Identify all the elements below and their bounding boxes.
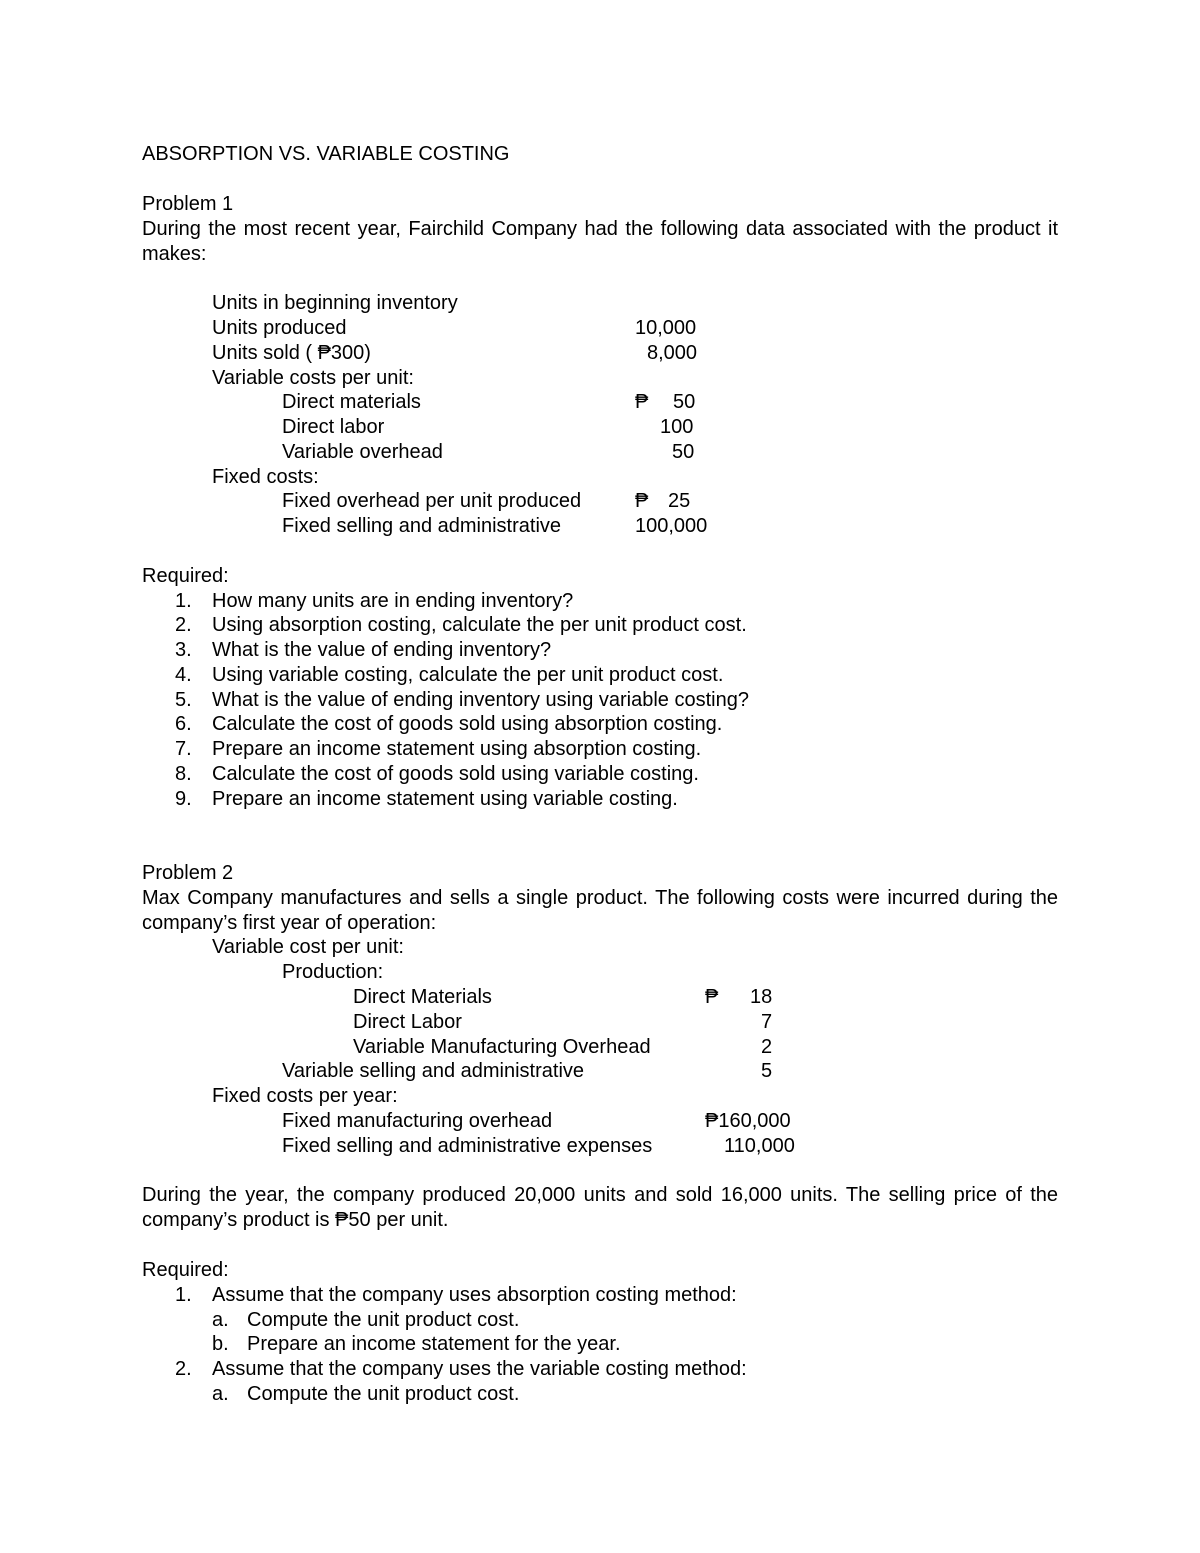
value-p2-variable-selling: 5 <box>761 1060 773 1082</box>
label-units-sold: Units sold ( ₱300) <box>212 342 371 364</box>
value-direct-labor: 100 <box>660 416 694 438</box>
value-p2-variable-mfg-overhead: 2 <box>761 1036 773 1058</box>
list-number: 2. <box>175 614 192 636</box>
list-item: How many units are in ending inventory? <box>212 590 574 612</box>
label-production: Production: <box>282 961 384 983</box>
list-letter: b. <box>212 1333 229 1355</box>
currency-p2-direct-materials: ₱ <box>705 986 719 1008</box>
value-p2-direct-labor: 7 <box>761 1011 773 1033</box>
list-number: 3. <box>175 639 192 661</box>
label-p2-fixed-costs: Fixed costs per year: <box>212 1085 398 1107</box>
currency-fixed-overhead: ₱ <box>635 490 649 512</box>
list-subitem: Compute the unit product cost. <box>247 1383 520 1405</box>
list-number: 8. <box>175 763 192 785</box>
value-direct-materials: 50 <box>673 391 696 413</box>
label-p2-fixed-mfg-overhead: Fixed manufacturing overhead <box>282 1110 553 1132</box>
problem-2-intro: Max Company manufactures and sells a single product. The following costs were incurred during the company’s first year of operation: <box>142 887 1058 934</box>
list-number: 9. <box>175 788 192 810</box>
list-item: Assume that the company uses absorption costing method: <box>212 1284 737 1306</box>
problem-1-intro: During the most recent year, Fairchild Company had the following data associated with the product it makes: <box>142 218 1058 265</box>
label-p2-direct-labor: Direct Labor <box>353 1011 462 1033</box>
label-fixed-selling: Fixed selling and administrative <box>282 515 562 537</box>
list-letter: a. <box>212 1383 229 1405</box>
value-fixed-overhead: 25 <box>668 490 691 512</box>
label-p2-variable-mfg-overhead: Variable Manufacturing Overhead <box>353 1036 651 1058</box>
label-p2-fixed-selling: Fixed selling and administrative expenses <box>282 1135 653 1157</box>
label-units-produced: Units produced <box>212 317 347 339</box>
value-fixed-selling: 100,000 <box>635 515 708 537</box>
list-subitem: Compute the unit product cost. <box>247 1309 520 1331</box>
list-item: Calculate the cost of goods sold using variable costing. <box>212 763 699 785</box>
label-units-beginning-inventory: Units in beginning inventory <box>212 292 458 314</box>
list-number: 5. <box>175 689 192 711</box>
label-p2-variable-selling: Variable selling and administrative <box>282 1060 585 1082</box>
list-number: 4. <box>175 664 192 686</box>
list-subitem: Prepare an income statement for the year. <box>247 1333 621 1355</box>
currency-direct-materials: ₱ <box>635 391 649 413</box>
list-item: Calculate the cost of goods sold using absorption costing. <box>212 713 723 735</box>
list-item: Prepare an income statement using absorption costing. <box>212 738 702 760</box>
label-direct-materials: Direct materials <box>282 391 421 413</box>
label-variable-costs-per-unit: Variable costs per unit: <box>212 367 414 389</box>
value-units-sold: 8,000 <box>647 342 698 364</box>
list-number: 1. <box>175 590 192 612</box>
problem-1-heading: Problem 1 <box>142 193 234 215</box>
list-number: 7. <box>175 738 192 760</box>
list-item: What is the value of ending inventory using variable costing? <box>212 689 749 711</box>
problem-2-heading: Problem 2 <box>142 862 234 884</box>
value-units-produced: 10,000 <box>635 317 697 339</box>
list-item: Prepare an income statement using variable costing. <box>212 788 678 810</box>
value-p2-fixed-mfg-overhead: ₱160,000 <box>705 1110 791 1132</box>
list-item: Assume that the company uses the variable costing method: <box>212 1358 747 1380</box>
list-number: 2. <box>175 1358 192 1380</box>
label-variable-overhead: Variable overhead <box>282 441 443 463</box>
document-title: ABSORPTION VS. VARIABLE COSTING <box>142 143 510 165</box>
list-number: 1. <box>175 1284 192 1306</box>
label-fixed-costs: Fixed costs: <box>212 466 319 488</box>
label-direct-labor: Direct labor <box>282 416 385 438</box>
list-item: Using absorption costing, calculate the per unit product cost. <box>212 614 747 636</box>
label-p2-direct-materials: Direct Materials <box>353 986 492 1008</box>
value-p2-fixed-selling: 110,000 <box>724 1135 795 1157</box>
label-variable-cost-per-unit: Variable cost per unit: <box>212 936 404 958</box>
list-number: 6. <box>175 713 192 735</box>
problem-2-required-label: Required: <box>142 1259 229 1281</box>
list-item: What is the value of ending inventory? <box>212 639 552 661</box>
label-fixed-overhead: Fixed overhead per unit produced <box>282 490 582 512</box>
list-letter: a. <box>212 1309 229 1331</box>
value-p2-direct-materials: 18 <box>750 986 773 1008</box>
list-item: Using variable costing, calculate the per unit product cost. <box>212 664 724 686</box>
problem-2-summary: During the year, the company produced 20,000 units and sold 16,000 units. The selling price of the company’s product is ₱50 per unit. <box>142 1184 1058 1231</box>
problem-1-required-label: Required: <box>142 565 229 587</box>
value-variable-overhead: 50 <box>672 441 695 463</box>
